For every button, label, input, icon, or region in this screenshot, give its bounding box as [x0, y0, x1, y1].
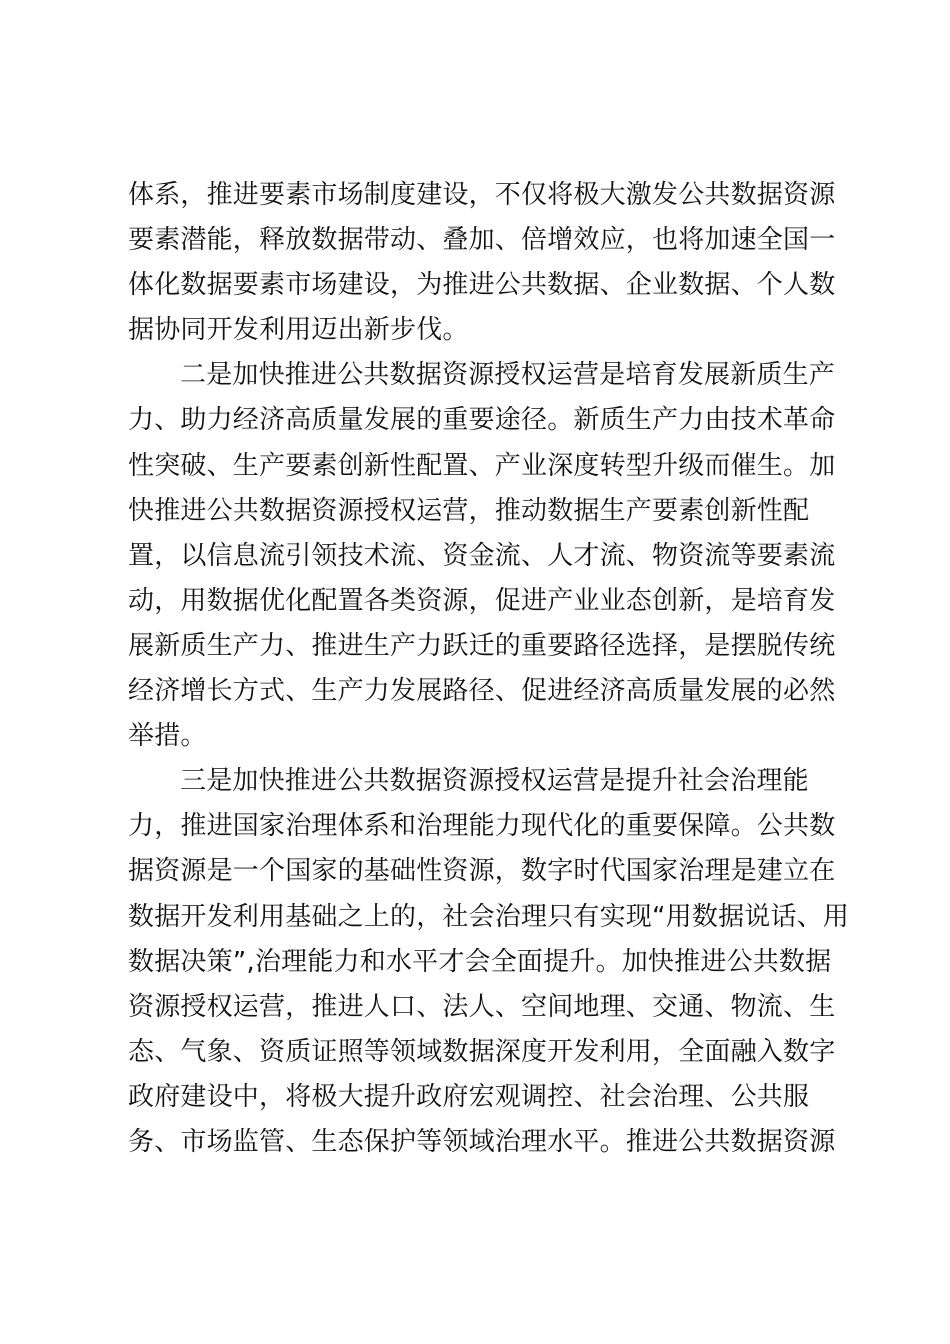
text-line: 置，以信息流引领技术流、资金流、人才流、物资流等要素流: [128, 540, 836, 571]
body-text: [128, 173, 850, 1165]
text-line: 资源授权运营，推进人口、法人、空间地理、交通、物流、生: [128, 991, 836, 1022]
text-line: 快推进公共数据资源授权运营，推动数据生产要素创新性配: [128, 495, 810, 526]
text-line: 性突破、生产要素创新性配置、产业深度转型升级而催生。加: [128, 450, 836, 481]
text-line: 展新质生产力、推进生产力跃迁的重要路径选择，是摆脱传统: [128, 630, 836, 661]
text-line: 数据决策”,治理能力和水平才会全面提升。加快推进公共数据: [128, 946, 832, 977]
text-line: 动，用数据优化配置各类资源，促进产业业态创新，是培育发: [128, 585, 836, 616]
text-line: 体化数据要素市场建设，为推进公共数据、企业数据、个人数: [128, 270, 836, 301]
text-line: 力，推进国家治理体系和治理能力现代化的重要保障。公共数: [128, 811, 836, 842]
text-line: 据资源是一个国家的基础性资源，数字时代国家治理是建立在: [128, 856, 836, 887]
text-line: 体系，推进要素市场制度建设，不仅将极大激发公共数据资源: [128, 180, 836, 210]
paragraph-1: [128, 173, 836, 353]
text-line: 要素潜能，释放数据带动、叠加、倍增效应，也将加速全国一: [128, 225, 836, 256]
text-line: 数据开发利用基础之上的，社会治理只有实现“用数据说话、用: [128, 901, 850, 932]
text-line: 据协同开发利用迈出新步伐。: [128, 315, 469, 346]
text-line: 经济增长方式、生产力发展路径、促进经济高质量发展的必然: [128, 676, 836, 707]
paragraph-3: [128, 759, 850, 1165]
paragraph-2: [128, 353, 836, 759]
text-line: 三是加快推进公共数据资源授权运营是提升社会治理能: [180, 766, 809, 797]
text-line: 态、气象、资质证照等领域数据深度开发利用，全面融入数字: [128, 1036, 836, 1067]
text-line: 力、助力经济高质量发展的重要途径。新质生产力由技术革命: [128, 405, 836, 436]
text-line: 二是加快推进公共数据资源授权运营是培育发展新质生产: [180, 360, 836, 391]
text-line: 务、市场监管、生态保护等领域治理水平。推进公共数据资源: [128, 1126, 836, 1157]
text-line: 政府建设中，将极大提升政府宏观调控、社会治理、公共服: [128, 1081, 810, 1112]
text-line: 举措。: [128, 721, 207, 752]
